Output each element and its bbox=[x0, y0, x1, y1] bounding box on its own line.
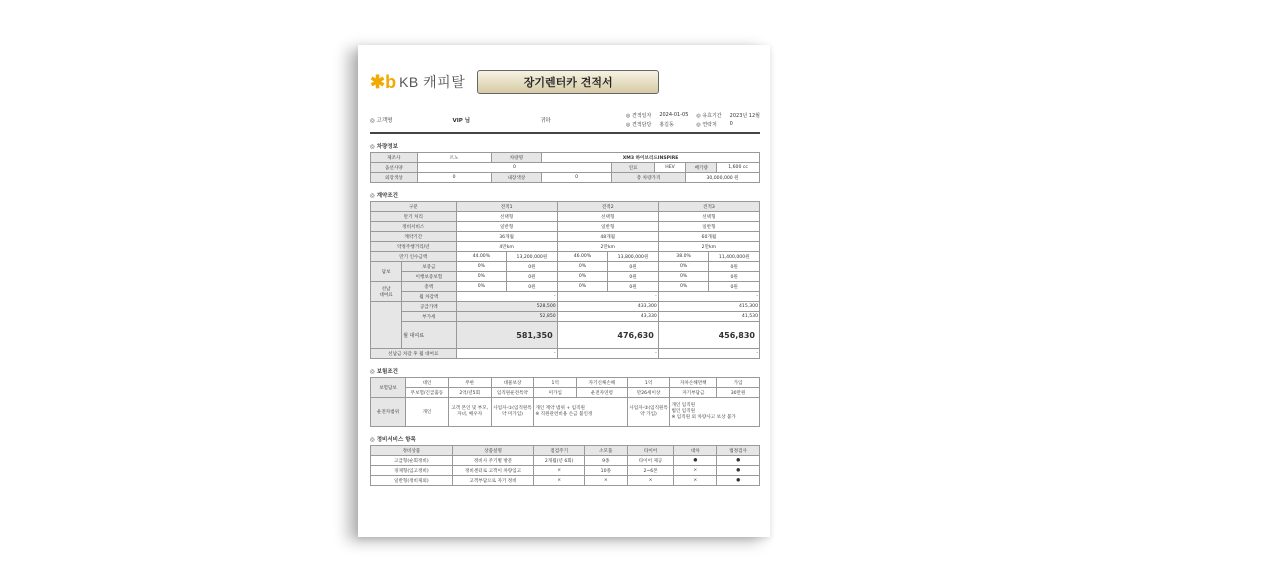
vat-label: 부가세 bbox=[402, 312, 456, 322]
residual-amt: 11,400,000원 bbox=[709, 252, 760, 262]
monthly-fee-value: 476,630 bbox=[557, 322, 658, 349]
document-body bbox=[370, 67, 760, 486]
row-cell: 36개월 bbox=[456, 232, 557, 242]
prepay-pct: 0% bbox=[456, 282, 507, 292]
valid-label: ◎ 유효기간 bbox=[696, 112, 722, 119]
vehicle-table bbox=[370, 152, 760, 183]
after-prepay-value: - bbox=[456, 349, 557, 359]
vehicle-section-title: ◎ 차량정보 bbox=[370, 144, 398, 150]
mt-head: 대차 bbox=[674, 446, 717, 456]
document-title: 장기렌터카 견적서 bbox=[477, 70, 659, 94]
phone-label: ◎ 연락처 bbox=[696, 121, 717, 128]
driver-note-cell bbox=[534, 398, 627, 427]
after-prepay-value: - bbox=[557, 349, 658, 359]
monthly-deduct-value: - bbox=[658, 292, 759, 302]
mt-cell: 2~6본 bbox=[627, 466, 674, 476]
fuel-label: 연료 bbox=[612, 163, 655, 173]
mt-cell: 경제형(입고정비) bbox=[371, 466, 453, 476]
ins-cell: 자기부담금 bbox=[670, 388, 717, 398]
document-header bbox=[370, 67, 760, 97]
mt-cell: × bbox=[674, 476, 717, 486]
quote2-head: 견적2 bbox=[557, 202, 658, 212]
vat-value: 52,850 bbox=[456, 312, 557, 322]
staff-value: 홍길동 bbox=[659, 121, 674, 128]
mt-head: 정비상품 bbox=[371, 446, 453, 456]
option-label: 옵션사양 bbox=[371, 163, 418, 173]
deposit-pct: 0% bbox=[456, 262, 507, 272]
ins-cell: 자차손해면책 bbox=[670, 378, 717, 388]
ins-cell: 운전자연령 bbox=[577, 388, 628, 398]
prepay-label: 총액 bbox=[402, 282, 456, 292]
logo-text: KB 캐피탈 bbox=[399, 74, 466, 90]
mt-head: 점검주기 bbox=[534, 446, 585, 456]
deposit-pct: 0% bbox=[658, 262, 709, 272]
prepay-amt: 0원 bbox=[709, 282, 760, 292]
mt-cell: × bbox=[627, 476, 674, 486]
mt-cell: × bbox=[534, 476, 585, 486]
row-cell: 4만km bbox=[456, 242, 557, 252]
row-cell: 2만km bbox=[557, 242, 658, 252]
row-cell: 선택형 bbox=[557, 212, 658, 222]
row-label: 약정주행거리/년 bbox=[371, 242, 457, 252]
staff-label: ◎ 견적담당 bbox=[626, 121, 652, 128]
monthly-deduct-value: - bbox=[456, 292, 557, 302]
surety-pct: 0% bbox=[658, 272, 709, 282]
row-label: 만기 처리 bbox=[371, 212, 457, 222]
prepay-pct: 0% bbox=[658, 282, 709, 292]
cc-value: 1,600 cc bbox=[717, 163, 760, 173]
row-cell: 선택형 bbox=[456, 212, 557, 222]
monthly-deduct-value: - bbox=[557, 292, 658, 302]
mt-cell: 2개월(년 6회) bbox=[534, 456, 585, 466]
row-cell: 60개월 bbox=[658, 232, 759, 242]
group-prepay-label: 선납 bbox=[381, 286, 391, 292]
model-value: XM3 하이브리드INSPIRE bbox=[542, 153, 760, 163]
row-label: 정비서비스 bbox=[371, 222, 457, 232]
customer-label: ◎ 고객명 bbox=[370, 117, 393, 124]
supply-value: 415,300 bbox=[658, 302, 759, 312]
model-label: 차량명 bbox=[491, 153, 542, 163]
price-value: 30,000,000 원 bbox=[686, 173, 760, 183]
quote-meta bbox=[626, 112, 760, 128]
insurance-section-title: ◎ 보험조건 bbox=[370, 369, 398, 375]
mt-cell: ● bbox=[717, 476, 760, 486]
contract-section-title: ◎ 계약조건 bbox=[370, 193, 398, 199]
mt-cell: 정비센터로 고객이 차량입고 bbox=[452, 466, 534, 476]
row-cell: 일반형 bbox=[456, 222, 557, 232]
mt-cell: 고급형(순회정비) bbox=[371, 456, 453, 466]
ins-cell: 무한 bbox=[448, 378, 491, 388]
group-rental-label: 대여료 bbox=[379, 292, 393, 298]
mt-cell: 10종 bbox=[584, 466, 627, 476]
mt-cell: 일반형(정비제외) bbox=[371, 476, 453, 486]
deposit-pct: 0% bbox=[557, 262, 608, 272]
ins-cell: 임직원운전특약 bbox=[491, 388, 534, 398]
row-cell: 2만km bbox=[658, 242, 759, 252]
maker-value: 르노 bbox=[417, 153, 491, 163]
ins-cell: 1억 bbox=[627, 378, 670, 388]
ext-color-value: 0 bbox=[417, 173, 491, 183]
kb-capital-logo bbox=[370, 72, 465, 92]
driver-cell: 사업자-①(임직원특약 미가입) bbox=[491, 398, 534, 427]
price-label: 총 차량가격 bbox=[612, 173, 686, 183]
monthly-fee-value: 456,830 bbox=[658, 322, 759, 349]
valid-value: 2023년 12월 bbox=[729, 112, 760, 119]
driver-cell: 개인 임직원 bbox=[671, 403, 696, 408]
surety-pct: 0% bbox=[557, 272, 608, 282]
residual-pct: 44.00% bbox=[456, 252, 507, 262]
surety-amt: 0원 bbox=[709, 272, 760, 282]
mt-cell: 고객부담으로 자기 정비 bbox=[452, 476, 534, 486]
int-color-label: 내장색상 bbox=[491, 173, 542, 183]
group-prepay bbox=[371, 282, 402, 302]
row-cell: 일반형 bbox=[557, 222, 658, 232]
ins-coverage-label: 보험담보 bbox=[371, 378, 406, 398]
driver-range-label: 운전자범위 bbox=[371, 398, 406, 427]
vat-value: 41,530 bbox=[658, 312, 759, 322]
mt-cell: ● bbox=[717, 456, 760, 466]
ins-cell: 무보험/긴급출동 bbox=[406, 388, 449, 398]
mt-cell: 9종 bbox=[584, 456, 627, 466]
mt-cell: × bbox=[674, 466, 717, 476]
mt-cell: × bbox=[534, 466, 585, 476]
monthly-fee-label bbox=[371, 302, 402, 349]
surety-amt: 0원 bbox=[507, 272, 558, 282]
customer-line bbox=[370, 107, 760, 134]
deposit-amt: 0원 bbox=[709, 262, 760, 272]
mt-cell: 타이어 제공 bbox=[627, 456, 674, 466]
driver-personal: 개인 bbox=[406, 398, 449, 427]
deposit-amt: 0원 bbox=[507, 262, 558, 272]
row-cell: 48개월 bbox=[557, 232, 658, 242]
residual-pct: 38.0% bbox=[658, 252, 709, 262]
honorific: 귀하 bbox=[540, 117, 551, 124]
mt-cell: 정비사 주기별 방문 bbox=[452, 456, 534, 466]
ins-cell: 대물보상 bbox=[491, 378, 534, 388]
residual-amt: 13,800,000원 bbox=[608, 252, 659, 262]
phone-value: 0 bbox=[729, 120, 733, 127]
surety-label: 이행보증보험 bbox=[402, 272, 456, 282]
ins-cell: 가입 bbox=[717, 378, 760, 388]
quote3-head: 견적3 bbox=[658, 202, 759, 212]
maker-label: 제조사 bbox=[371, 153, 418, 163]
deposit-amt: 0원 bbox=[608, 262, 659, 272]
prepay-amt: 0원 bbox=[507, 282, 558, 292]
group-guarantee: 담보 bbox=[371, 262, 402, 282]
mt-cell: ● bbox=[674, 456, 717, 466]
ins-cell: 30만원 bbox=[717, 388, 760, 398]
option-value: 0 bbox=[417, 163, 611, 173]
contract-table bbox=[370, 201, 760, 359]
residual-label: 만기 인수금액 bbox=[371, 252, 457, 262]
ins-cell: 대인 bbox=[406, 378, 449, 388]
residual-pct: 46.00% bbox=[557, 252, 608, 262]
row-cell: 선택형 bbox=[658, 212, 759, 222]
surety-amt: 0원 bbox=[608, 272, 659, 282]
after-prepay-value: - bbox=[658, 349, 759, 359]
vat-value: 43,330 bbox=[557, 312, 658, 322]
after-prepay-label: 선납금 차감 후 월 대여료 bbox=[371, 349, 457, 359]
mt-cell: × bbox=[584, 476, 627, 486]
ins-cell: 자기신체손해 bbox=[577, 378, 628, 388]
contract-head-label: 구분 bbox=[371, 202, 457, 212]
ins-cell: 1억 bbox=[534, 378, 577, 388]
ins-cell: 만26세이상 bbox=[627, 388, 670, 398]
driver-cell: 법인 임직원 bbox=[671, 409, 696, 414]
insurance-table bbox=[370, 377, 760, 427]
prepay-pct: 0% bbox=[557, 282, 608, 292]
cc-label: 배기량 bbox=[686, 163, 717, 173]
ins-cell: 2억/년5회 bbox=[448, 388, 491, 398]
monthly-fee-title: 월 대여료 bbox=[402, 322, 456, 349]
kb-star-icon: ✱b bbox=[370, 72, 397, 92]
prepay-amt: 0원 bbox=[608, 282, 659, 292]
quote-date: 2024-01-05 bbox=[659, 111, 689, 118]
surety-pct: 0% bbox=[456, 272, 507, 282]
driver-cell: 사업자-②(임직원특약 가입) bbox=[627, 398, 670, 427]
fuel-value: HEV bbox=[654, 163, 685, 173]
maintenance-table bbox=[370, 445, 760, 486]
mt-head: 타이어 bbox=[627, 446, 674, 456]
driver-cell: 개인 계약 범위 + 임직원 bbox=[535, 406, 585, 411]
int-color-value: 0 bbox=[542, 173, 612, 183]
quote-document bbox=[358, 45, 770, 537]
deposit-label: 보증금 bbox=[402, 262, 456, 272]
driver-note-cell bbox=[670, 398, 760, 427]
supply-value: 528,500 bbox=[456, 302, 557, 312]
supply-label: 공급가액 bbox=[402, 302, 456, 312]
supply-value: 433,300 bbox=[557, 302, 658, 312]
monthly-deduct-label: 월 차감액 bbox=[402, 292, 456, 302]
row-label: 계약기간 bbox=[371, 232, 457, 242]
quote-date-label: ◎ 견적일자 bbox=[626, 112, 652, 119]
mt-head: 소모품 bbox=[584, 446, 627, 456]
mt-cell: ● bbox=[717, 466, 760, 476]
monthly-fee-value: 581,350 bbox=[456, 322, 557, 349]
ext-color-label: 외장색상 bbox=[371, 173, 418, 183]
driver-cell: 고객 본인 및 부모, 자녀, 배우자 bbox=[448, 398, 491, 427]
quote1-head: 견적1 bbox=[456, 202, 557, 212]
row-cell: 일반형 bbox=[658, 222, 759, 232]
mt-head: 상품설명 bbox=[452, 446, 534, 456]
residual-amt: 13,200,000원 bbox=[507, 252, 558, 262]
mt-head: 법정검사 bbox=[717, 446, 760, 456]
ins-cell: 미가입 bbox=[534, 388, 577, 398]
driver-note: ※ 임직원 외 차량사고 보상 불가 bbox=[671, 415, 736, 420]
maintenance-section-title: ◎ 정비서비스 항목 bbox=[370, 437, 416, 443]
customer-name: VIP 님 bbox=[452, 117, 471, 124]
driver-note: ※ 직원관련비용 손금 불인정 bbox=[535, 412, 593, 417]
